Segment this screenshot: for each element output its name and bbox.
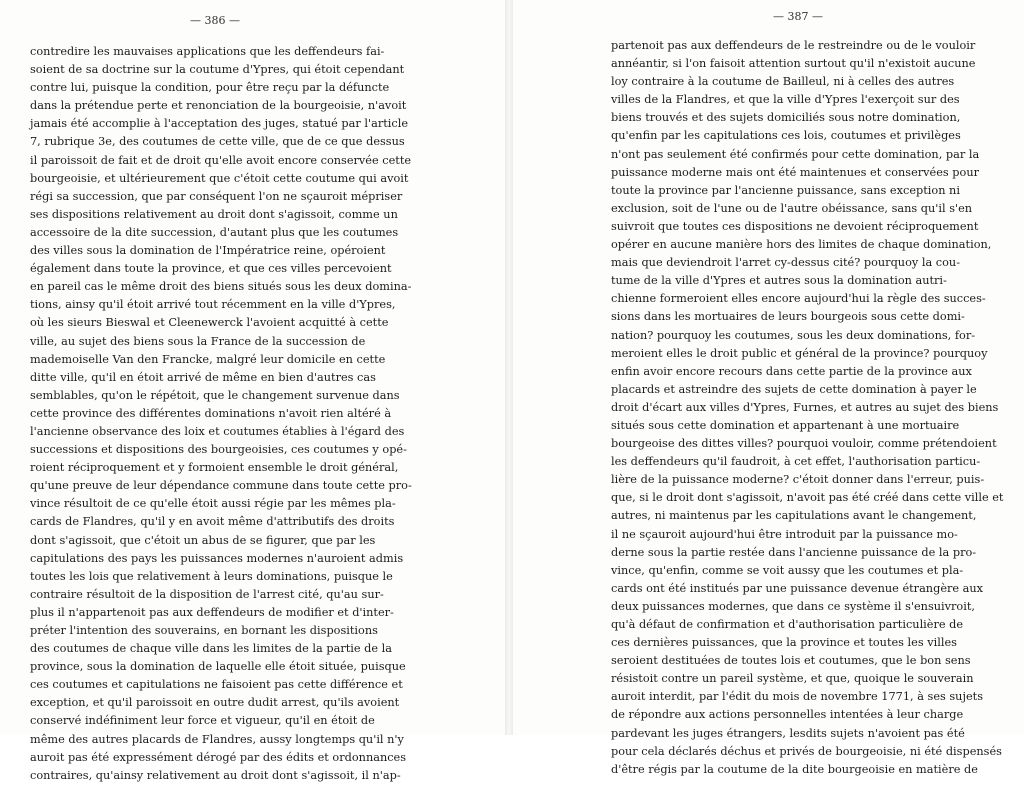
text-line: soient de sa doctrine sur la coutume d'Ypres, qui étoit cependant [30, 63, 405, 77]
text-line: 7, rubrique 3e, des coutumes de cette ville, que de ce que dessus [30, 135, 405, 149]
text-line: ville, au sujet des biens sous la France de la succession de [30, 334, 366, 348]
text-line: conservé indéfiniment leur force et vigueur, qu'il en étoit de [30, 714, 375, 728]
left-page-number: — 386 — [190, 14, 240, 27]
text-line: situés sous cette domination et appartenant à une mortuaire [611, 418, 960, 432]
right-page-text [611, 37, 1003, 779]
text-line: mademoiselle Van den Francke, malgré leur domicile en cette [30, 352, 386, 366]
text-line: enfin avoir encore recours dans cette partie de la province aux [611, 364, 972, 378]
right-page [513, 0, 1024, 776]
text-line: exclusion, soit de l'une ou de l'autre obéissance, sans qu'il s'en [611, 201, 973, 215]
text-line: n'ont pas seulement été confirmés pour cette domination, par la [611, 147, 980, 161]
text-line: ces dernières puissances, que la province et toutes les villes [611, 636, 957, 650]
text-line: droit d'écart aux villes d'Ypres, Furnes, et autres au sujet des biens [611, 400, 999, 414]
text-line: deux puissances modernes, que dans ce système il s'ensuivroit, [611, 599, 975, 613]
text-line: que, si le droit dont s'agissoit, n'avoit pas été créé dans cette ville et [611, 491, 1004, 505]
text-line: il ne sçauroit aujourd'hui être introduit par la puissance mo- [611, 527, 958, 541]
text-line: des villes sous la domination de l'Impératrice reine, opéroient [30, 244, 386, 258]
text-line: seroient destituées de toutes lois et coutumes, que le bon sens [611, 654, 971, 668]
text-line: dont s'agissoit, que c'étoit un abus de se figurer, que par les [30, 533, 376, 547]
text-line: suivroit que toutes ces dispositions ne devoient réciproquement [611, 219, 979, 233]
text-line: pour cela déclarés déchus et privés de bourgeoisie, ni été dispensés [611, 744, 1002, 758]
text-line: meroient elles le droit public et général de la province? pourquoy [611, 346, 988, 360]
text-line: des coutumes de chaque ville dans les limites de la partie de la [30, 642, 393, 656]
text-line: lière de la puissance moderne? c'étoit donner dans l'erreur, puis- [611, 473, 985, 487]
text-line: opérer en aucune manière hors des limites de chaque domination, [611, 238, 992, 252]
text-line: cards de Flandres, qu'il y en avoit même d'attributifs des droits [30, 515, 395, 529]
right-page-number: — 387 — [773, 10, 823, 23]
text-line: loy contraire à la coutume de Bailleul, ni à celles des autres [611, 75, 955, 89]
text-line: partenoit pas aux deffendeurs de le restreindre ou de le vouloir [611, 39, 976, 52]
text-line: d'être régis par la coutume de la dite bourgeoisie en matière de [611, 762, 978, 776]
text-line: où les sieurs Bieswal et Cleenewerck l'avoient acquitté à cette [30, 316, 389, 330]
text-line: qu'à défaut de confirmation et d'authorisation particulière de [611, 618, 964, 631]
text-line: chienne formeroient elles encore aujourd'hui la règle des succes- [611, 292, 986, 306]
text-line: toute la province par l'ancienne puissance, sans exception ni [611, 183, 960, 197]
text-line: plus il n'appartenoit pas aux deffendeurs de modifier et d'inter- [30, 605, 394, 619]
text-line: exception, et qu'il paroissoit en outre dudit arrest, qu'ils avoient [30, 696, 400, 710]
text-line: accessoire de la dite succession, d'autant plus que les coutumes [30, 225, 399, 239]
text-line: placards et astreindre des sujets de cette domination à payer le [611, 382, 977, 396]
text-line: cette province des différentes dominations n'avoit rien altéré à [30, 406, 392, 420]
left-page [0, 0, 505, 782]
text-line: ditte ville, qu'il en étoit arrivé de même en bien d'autres cas [30, 370, 376, 384]
text-line: l'ancienne observance des loix et coutumes établies à l'égard des [30, 424, 405, 438]
text-line: toutes les lois que relativement à leurs dominations, puisque le [30, 569, 393, 583]
text-line: ces coutumes et capitulations ne faisoient pas cette différence et [30, 678, 403, 692]
text-line: qu'une preuve de leur dépendance commune dans toute cette pro- [30, 479, 412, 493]
text-line: pardevant les juges étrangers, lesdits sujets n'avoient pas été [611, 726, 965, 740]
text-line: jamais été accomplie à l'acceptation des juges, statué par l'article [30, 117, 409, 131]
text-line: autres, ni maintenus par les capitulations avant le changement, [611, 509, 977, 523]
text-line: tume de la ville d'Ypres et autres sous la domination autri- [611, 274, 947, 288]
text-line: successions et dispositions des bourgeoisies, ces coutumes y opé- [30, 443, 407, 457]
text-line: puissance moderne mais ont été maintenues et conservées pour [611, 165, 980, 179]
text-line: bourgeoise des dittes villes? pourquoi vouloir, comme prétendoient [611, 437, 997, 451]
text-line: annéantir, si l'on faisoit attention surtout qu'il n'existoit aucune [611, 57, 976, 71]
text-line: également dans toute la province, et que ces villes percevoient [30, 262, 392, 276]
text-line: même des autres placards de Flandres, aussy longtemps qu'il n'y [30, 732, 404, 746]
text-line: semblables, qu'on le répétoit, que le changement survenue dans [30, 388, 400, 402]
text-line: biens trouvés et des sujets domiciliés sous notre domination, [611, 111, 961, 125]
text-line: derne sous la partie restée dans l'ancienne puissance de la pro- [611, 545, 977, 559]
text-line: province, sous la domination de laquelle elle étoit située, puisque [30, 660, 406, 674]
text-line: en pareil cas le même droit des biens situés sous les deux domina- [30, 280, 412, 294]
text-line: dans la prétendue perte et renonciation de la bourgeoisie, n'avoit [30, 99, 407, 113]
text-line: mais que deviendroit l'arret cy-dessus cité? pourquoy la cou- [611, 256, 961, 270]
text-line: qu'enfin par les capitulations ces lois, coutumes et privilèges [611, 129, 961, 143]
text-line: régi sa succession, que par conséquent l'on ne sçauroit mépriser [30, 189, 403, 203]
text-line: contraire résultoit de la disposition de l'arrest cité, qu'au sur- [30, 587, 384, 601]
text-line: résistoit contre un pareil système, et que, quoique le souverain [611, 672, 974, 686]
text-line: il paroissoit de fait et de droit qu'elle avoit encore conservée cette [30, 153, 412, 167]
text-line: contre lui, puisque la condition, pour être reçu par la défuncte [30, 81, 390, 95]
text-line: auroit pas été expressément dérogé par des édits et ordonnances [30, 750, 407, 764]
text-line: de répondre aux actions personnelles intentées à leur charge [611, 708, 964, 722]
text-line: vince, qu'enfin, comme se voit aussy que les coutumes et pla- [611, 563, 964, 577]
text-line: cards ont été institués par une puissance devenue étrangère aux [611, 581, 984, 595]
text-line: les deffendeurs qu'il faudroit, à cet effet, l'authorisation particu- [611, 455, 981, 469]
text-line: contredire les mauvaises applications que les deffendeurs fai- [30, 45, 385, 58]
text-line: nation? pourquoy les coutumes, sous les deux dominations, for- [611, 328, 976, 342]
text-line: vince résultoit de ce qu'elle étoit aussi régie par les mêmes pla- [30, 497, 396, 511]
text-line: capitulations des pays les puissances modernes n'auroient admis [30, 551, 404, 565]
text-line: tions, ainsy qu'il étoit arrivé tout récemment en la ville d'Ypres, [30, 298, 396, 312]
text-line: roient réciproquement et y formoient ensemble le droit général, [30, 461, 399, 475]
text-line: sions dans les mortuaires de leurs bourgeois sous cette domi- [611, 310, 965, 324]
text-line: contraires, qu'ainsy relativement au droit dont s'agissoit, il n'ap- [30, 768, 401, 782]
book-gutter [505, 0, 513, 735]
text-line: villes de la Flandres, et que la ville d'Ypres l'exerçoit sur des [611, 93, 960, 107]
text-line: ses dispositions relativement au droit dont s'agissoit, comme un [30, 207, 398, 221]
text-line: préter l'intention des souverains, en bornant les dispositions [30, 624, 378, 637]
text-line: bourgeoisie, et ultérieurement que c'étoit cette coutume qui avoit [30, 171, 409, 185]
left-page-text [30, 43, 412, 785]
text-line: auroit interdit, par l'édit du mois de novembre 1771, à ses sujets [611, 690, 983, 704]
